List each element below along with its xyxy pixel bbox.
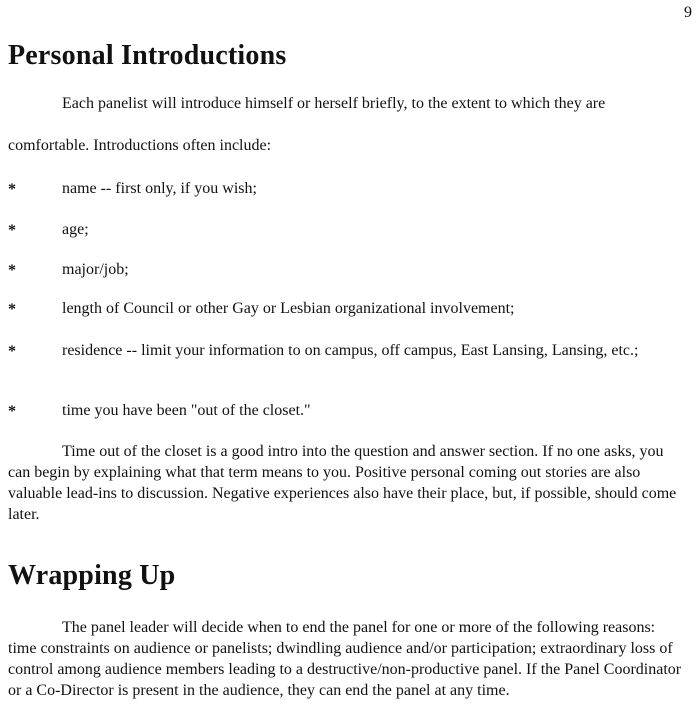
- list-item-age: age;: [62, 221, 89, 238]
- intro-line-1: Each panelist will introduce himself or herself briefly, to the extent to which they are: [62, 95, 606, 112]
- page-number: 9: [684, 4, 692, 21]
- section-heading-wrapping-up: Wrapping Up: [8, 560, 176, 591]
- list-item-major-job: major/job;: [62, 261, 129, 278]
- bullet-marker: *: [8, 262, 16, 279]
- bullet-marker: *: [8, 343, 16, 360]
- intro-line-2: comfortable. Introductions often include:: [8, 137, 272, 154]
- list-item-out-of-closet: time you have been "out of the closet.": [62, 402, 311, 419]
- list-item-name: name -- first only, if you wish;: [62, 180, 257, 197]
- section-heading-personal-introductions: Personal Introductions: [8, 40, 287, 71]
- list-item-involvement: length of Council or other Gay or Lesbian organizational involvement;: [62, 300, 515, 317]
- bullet-marker: *: [8, 301, 16, 318]
- bullet-marker: *: [8, 403, 16, 420]
- closing-paragraph: Time out of the closet is a good intro into the question and answer section. If no one asks, you can begin by explaining what that term means to you. Positive personal coming out stories are also valuable lead-ins to discussion. Negative experiences also have their place, but, if possible, should come later.: [8, 443, 677, 523]
- bullet-marker: *: [8, 222, 16, 239]
- wrapping-up-paragraph: The panel leader will decide when to end the panel for one or more of the following reasons: time constraints on audience or panelists; dwindling audience and/or participation; extraordinary loss of control among audience members leading to a destructive/non-productive panel. If the Panel Coordinator or a Co-Director is present in the audience, they can end the panel at any time.: [8, 619, 682, 699]
- list-item-residence: residence -- limit your information to on campus, off campus, East Lansing, Lansing, etc.;: [62, 342, 639, 359]
- bullet-marker: *: [8, 181, 16, 198]
